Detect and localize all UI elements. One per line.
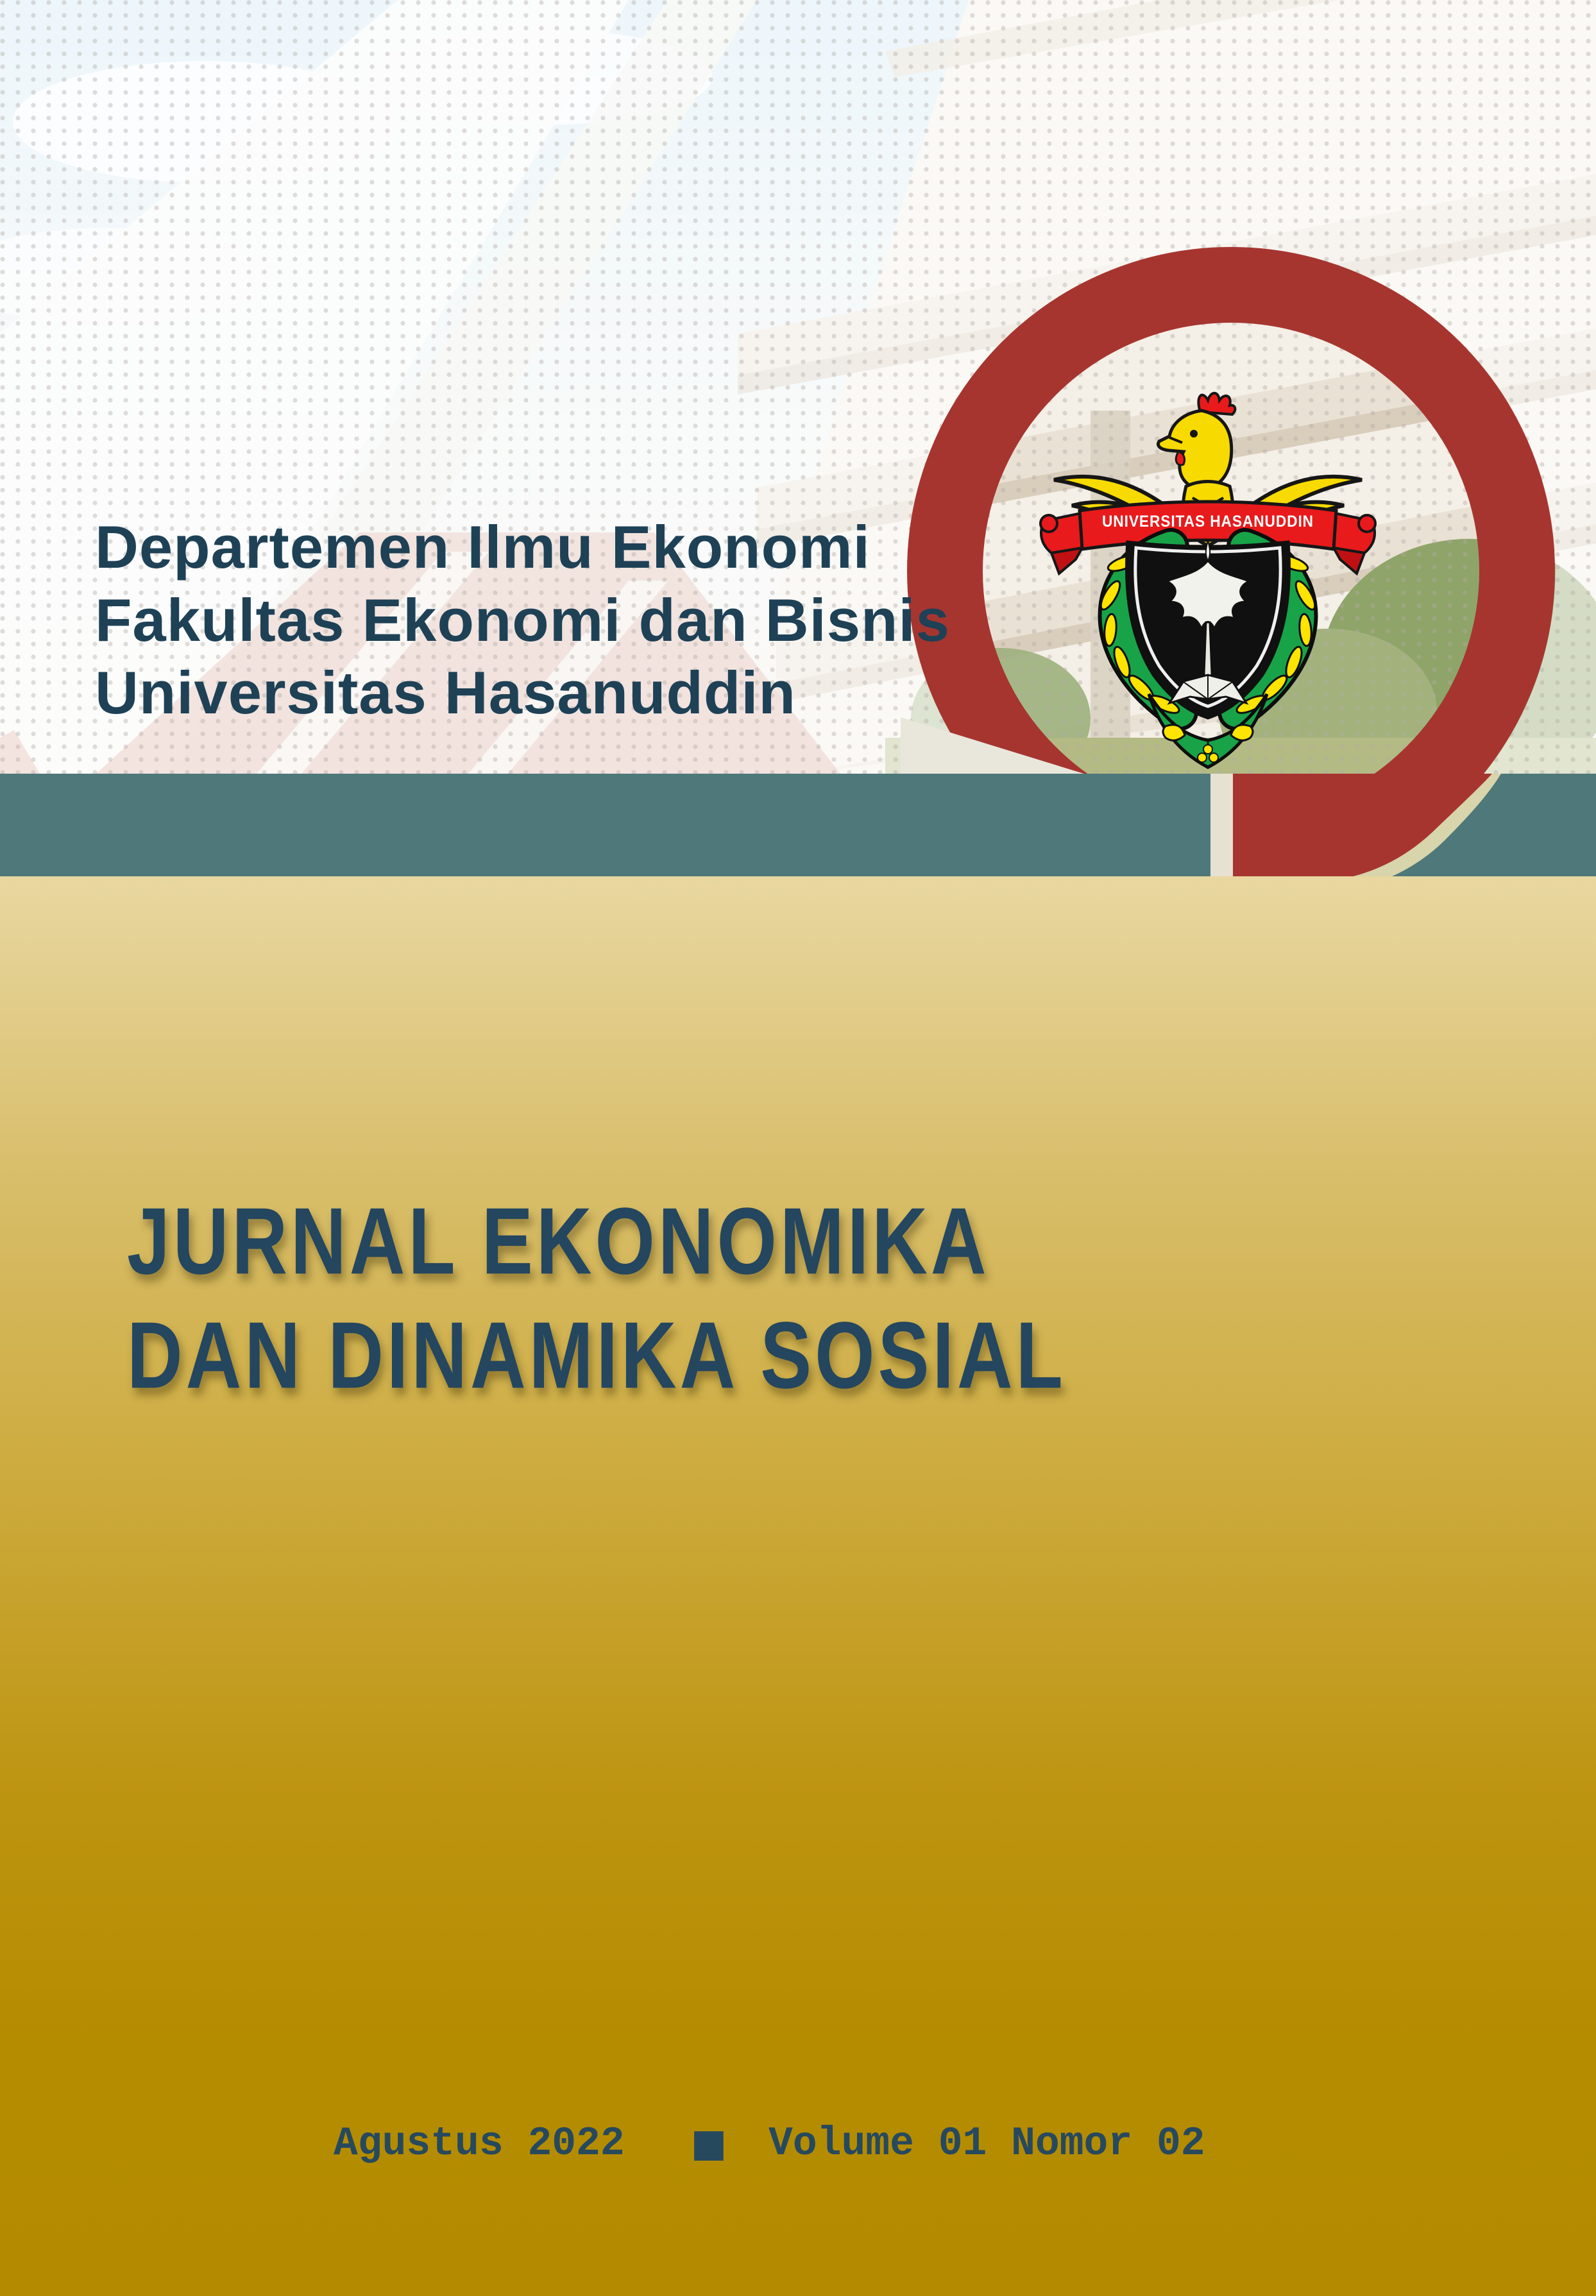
- publisher-line-1: Departemen Ilmu Ekonomi: [95, 513, 870, 581]
- issue-line: Agustus 2022 ▪ Volume 01 Nomor 02: [334, 2106, 1205, 2175]
- publisher-line-2: Fakultas Ekonomi dan Bisnis: [95, 586, 950, 654]
- publisher-line-3: Universitas Hasanuddin: [95, 659, 796, 727]
- issue-date: Agustus 2022: [334, 2121, 625, 2166]
- gold-panel: [0, 876, 1596, 2296]
- campus-photo: [0, 0, 1596, 895]
- journal-title-line-2: DAN DINAMIKA SOSIAL: [127, 1302, 1066, 1409]
- ring-slit: [1210, 774, 1233, 876]
- journal-title-line-1: JURNAL EKONOMIKA: [127, 1188, 990, 1295]
- crest-banner-text: UNIVERSITAS HASANUDDIN: [1102, 513, 1314, 531]
- issue-volume: Volume 01 Nomor 02: [768, 2121, 1205, 2166]
- publisher-block: [95, 511, 950, 729]
